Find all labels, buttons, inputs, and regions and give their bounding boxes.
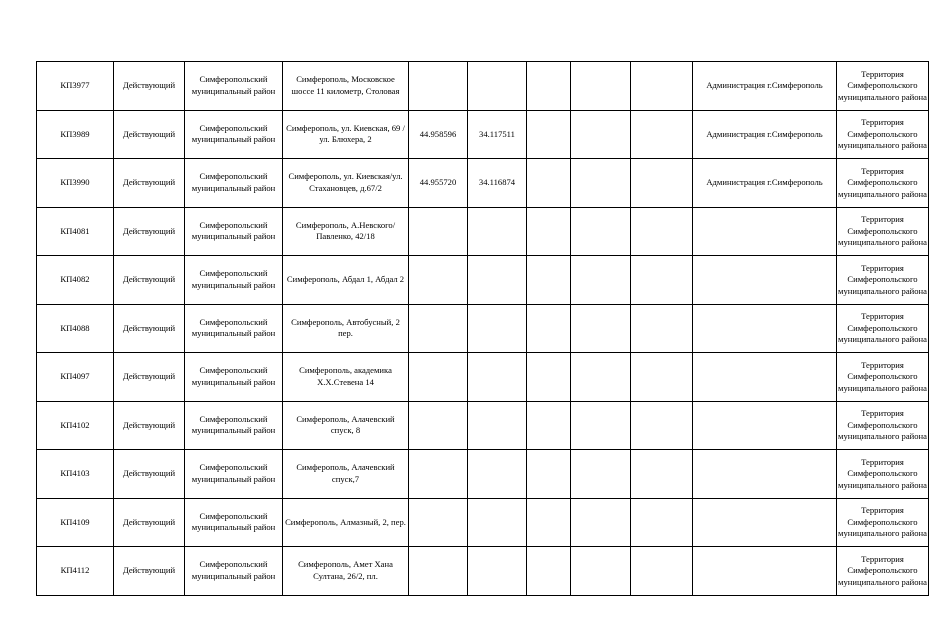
point-id-cell: КП4088: [37, 304, 114, 353]
longitude-cell: [468, 401, 527, 450]
table-row: [37, 450, 929, 499]
district-cell: Симферопольский муниципальный район: [185, 110, 283, 159]
empty-cell-1: [527, 353, 571, 402]
empty-cell-3: [631, 62, 693, 111]
latitude-cell: [409, 353, 468, 402]
empty-cell-3: [631, 207, 693, 256]
district-cell: Симферопольский муниципальный район: [185, 159, 283, 208]
longitude-cell: [468, 62, 527, 111]
point-id-cell: КП3977: [37, 62, 114, 111]
latitude-cell: [409, 498, 468, 547]
empty-cell-3: [631, 450, 693, 499]
status-cell: Действующий: [114, 498, 185, 547]
address-cell: Симферополь, Алачевский спуск, 8: [283, 401, 409, 450]
administration-cell: Администрация г.Симферополь: [693, 159, 837, 208]
empty-cell-2: [571, 159, 631, 208]
table-row: [37, 159, 929, 208]
latitude-cell: [409, 207, 468, 256]
territory-cell: Территория Симферопольского муниципального района: [837, 547, 929, 596]
empty-cell-1: [527, 256, 571, 305]
address-cell: Симферополь, Абдал 1, Абдал 2: [283, 256, 409, 305]
table-row: [37, 498, 929, 547]
longitude-cell: [468, 207, 527, 256]
territory-cell: Территория Симферопольского муниципального района: [837, 498, 929, 547]
empty-cell-2: [571, 547, 631, 596]
empty-cell-2: [571, 62, 631, 111]
empty-cell-1: [527, 401, 571, 450]
table-row: [37, 256, 929, 305]
administration-cell: [693, 450, 837, 499]
district-cell: Симферопольский муниципальный район: [185, 450, 283, 499]
empty-cell-3: [631, 159, 693, 208]
table-row: [37, 547, 929, 596]
territory-cell: Территория Симферопольского муниципального района: [837, 401, 929, 450]
longitude-cell: [468, 547, 527, 596]
empty-cell-3: [631, 353, 693, 402]
district-cell: Симферопольский муниципальный район: [185, 207, 283, 256]
administration-cell: [693, 207, 837, 256]
territory-cell: Территория Симферопольского муниципального района: [837, 450, 929, 499]
status-cell: Действующий: [114, 450, 185, 499]
latitude-cell: [409, 62, 468, 111]
table-row: [37, 207, 929, 256]
latitude-cell: [409, 450, 468, 499]
empty-cell-2: [571, 450, 631, 499]
empty-cell-1: [527, 498, 571, 547]
administration-cell: Администрация г.Симферополь: [693, 110, 837, 159]
territory-cell: Территория Симферопольского муниципального района: [837, 110, 929, 159]
point-id-cell: КП3990: [37, 159, 114, 208]
territory-cell: Территория Симферопольского муниципального района: [837, 159, 929, 208]
empty-cell-3: [631, 401, 693, 450]
latitude-cell: [409, 547, 468, 596]
address-cell: Симферополь, Алмазный, 2, пер.: [283, 498, 409, 547]
point-id-cell: КП4112: [37, 547, 114, 596]
registry-table: [36, 61, 929, 596]
longitude-cell: [468, 353, 527, 402]
district-cell: Симферопольский муниципальный район: [185, 401, 283, 450]
address-cell: Симферополь, Алачевский спуск,7: [283, 450, 409, 499]
status-cell: Действующий: [114, 159, 185, 208]
point-id-cell: КП4102: [37, 401, 114, 450]
table-row: [37, 304, 929, 353]
empty-cell-2: [571, 353, 631, 402]
longitude-cell: [468, 450, 527, 499]
administration-cell: [693, 304, 837, 353]
empty-cell-3: [631, 304, 693, 353]
status-cell: Действующий: [114, 304, 185, 353]
table-row: [37, 401, 929, 450]
district-cell: Симферопольский муниципальный район: [185, 256, 283, 305]
point-id-cell: КП4081: [37, 207, 114, 256]
longitude-cell: [468, 498, 527, 547]
table-row: [37, 62, 929, 111]
district-cell: Симферопольский муниципальный район: [185, 62, 283, 111]
status-cell: Действующий: [114, 110, 185, 159]
status-cell: Действующий: [114, 62, 185, 111]
administration-cell: [693, 547, 837, 596]
district-cell: Симферопольский муниципальный район: [185, 304, 283, 353]
district-cell: Симферопольский муниципальный район: [185, 353, 283, 402]
administration-cell: [693, 401, 837, 450]
address-cell: Симферополь, ул. Киевская, 69 / ул. Блюхера, 2: [283, 110, 409, 159]
administration-cell: [693, 256, 837, 305]
territory-cell: Территория Симферопольского муниципального района: [837, 256, 929, 305]
status-cell: Действующий: [114, 256, 185, 305]
district-cell: Симферопольский муниципальный район: [185, 498, 283, 547]
table-body: [37, 62, 929, 596]
territory-cell: Территория Симферопольского муниципального района: [837, 62, 929, 111]
empty-cell-1: [527, 450, 571, 499]
address-cell: Симферополь, А.Невского/Павленко, 42/18: [283, 207, 409, 256]
status-cell: Действующий: [114, 207, 185, 256]
empty-cell-2: [571, 110, 631, 159]
point-id-cell: КП4082: [37, 256, 114, 305]
longitude-cell: [468, 256, 527, 305]
empty-cell-2: [571, 207, 631, 256]
empty-cell-2: [571, 498, 631, 547]
address-cell: Симферополь, Московское шоссе 11 километр, Столовая: [283, 62, 409, 111]
status-cell: Действующий: [114, 401, 185, 450]
address-cell: Симферополь, Автобусный, 2 пер.: [283, 304, 409, 353]
table-row: [37, 110, 929, 159]
longitude-cell: 34.117511: [468, 110, 527, 159]
point-id-cell: КП4097: [37, 353, 114, 402]
administration-cell: [693, 498, 837, 547]
territory-cell: Территория Симферопольского муниципального района: [837, 353, 929, 402]
administration-cell: [693, 353, 837, 402]
empty-cell-2: [571, 401, 631, 450]
territory-cell: Территория Симферопольского муниципального района: [837, 207, 929, 256]
address-cell: Симферополь, ул. Киевская/ул. Стахановцев, д.67/2: [283, 159, 409, 208]
longitude-cell: 34.116874: [468, 159, 527, 208]
address-cell: Симферополь, Амет Хана Султана, 26/2, пл.: [283, 547, 409, 596]
empty-cell-1: [527, 207, 571, 256]
longitude-cell: [468, 304, 527, 353]
table-row: [37, 353, 929, 402]
point-id-cell: КП4103: [37, 450, 114, 499]
latitude-cell: 44.955720: [409, 159, 468, 208]
address-cell: Симферополь, академика Х.Х.Стевена 14: [283, 353, 409, 402]
administration-cell: Администрация г.Симферополь: [693, 62, 837, 111]
empty-cell-3: [631, 256, 693, 305]
empty-cell-1: [527, 304, 571, 353]
empty-cell-3: [631, 547, 693, 596]
district-cell: Симферопольский муниципальный район: [185, 547, 283, 596]
empty-cell-2: [571, 256, 631, 305]
status-cell: Действующий: [114, 353, 185, 402]
territory-cell: Территория Симферопольского муниципального района: [837, 304, 929, 353]
point-id-cell: КП3989: [37, 110, 114, 159]
empty-cell-1: [527, 62, 571, 111]
latitude-cell: [409, 256, 468, 305]
latitude-cell: [409, 304, 468, 353]
empty-cell-1: [527, 547, 571, 596]
status-cell: Действующий: [114, 547, 185, 596]
empty-cell-1: [527, 110, 571, 159]
latitude-cell: 44.958596: [409, 110, 468, 159]
point-id-cell: КП4109: [37, 498, 114, 547]
latitude-cell: [409, 401, 468, 450]
empty-cell-3: [631, 498, 693, 547]
empty-cell-1: [527, 159, 571, 208]
empty-cell-2: [571, 304, 631, 353]
empty-cell-3: [631, 110, 693, 159]
